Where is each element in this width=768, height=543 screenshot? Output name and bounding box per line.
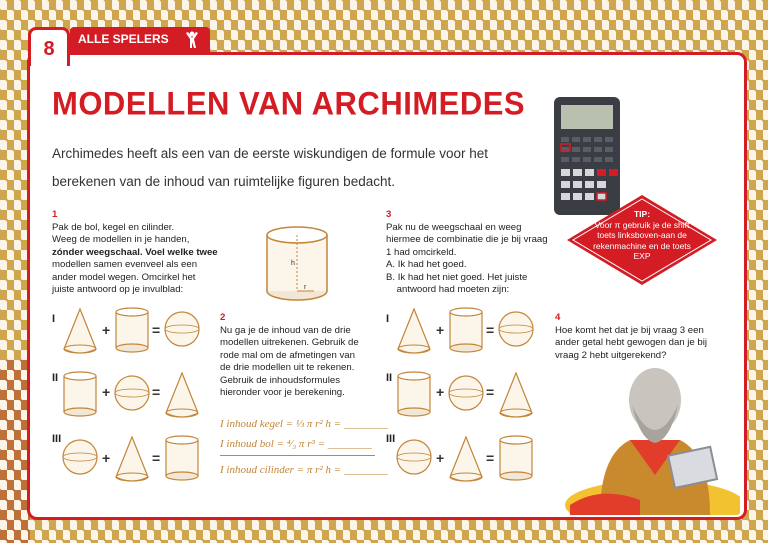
step-3-line: B. Ik had het niet goed. Het juiste xyxy=(386,271,528,283)
ball-shape xyxy=(115,376,149,410)
step-1-line: Pak de bol, kegel en cilinder. xyxy=(52,221,175,233)
svg-text:=: = xyxy=(486,450,495,466)
svg-text:=: = xyxy=(486,384,495,400)
cone-shape xyxy=(116,437,148,481)
ball-shape xyxy=(63,440,97,474)
archimedes-illustration xyxy=(560,355,740,515)
step-1-line: juiste antwoord op je invulblad: xyxy=(52,284,184,295)
cylinder-shape xyxy=(500,436,532,480)
step-3-line: antwoord had moeten zijn: xyxy=(386,284,510,295)
cone-shape xyxy=(500,373,532,417)
row-label-3: III xyxy=(52,433,62,445)
tip-callout xyxy=(567,195,717,285)
cylinder-diagram xyxy=(264,225,330,303)
row-label-1-right: I xyxy=(386,313,390,325)
svg-text:+: + xyxy=(102,384,111,400)
row-label-3-right: III xyxy=(386,433,396,445)
step-4-line: ander getal hebt gewogen dan je bij xyxy=(555,337,708,348)
step-4-number: 4 xyxy=(555,312,561,323)
ball-shape xyxy=(397,440,431,474)
radius-label: r xyxy=(304,284,307,291)
page-number: 8 xyxy=(28,27,70,66)
step-3-number: 3 xyxy=(386,209,392,220)
row-label-1: I xyxy=(52,313,56,325)
step-2 xyxy=(220,312,380,400)
cylinder-shape xyxy=(450,308,482,352)
step-2-line: Gebruik de inhoudsformules xyxy=(220,374,340,386)
svg-text:+: + xyxy=(102,322,111,338)
step-3-line: 1 had omcirkeld. xyxy=(386,246,457,258)
cylinder-shape xyxy=(166,436,198,480)
formula-cylinder: I inhoud cilinder = π r² h = ________ xyxy=(220,464,388,476)
step-4-line: Hoe komt het dat je bij vraag 3 een xyxy=(555,324,704,336)
svg-text:+: + xyxy=(102,450,111,466)
step-4-line: vraag 2 hebt uitgerekend? xyxy=(555,349,667,361)
svg-text:+: + xyxy=(436,450,445,466)
cylinder-shape xyxy=(64,372,96,416)
red-diamond-background xyxy=(0,360,30,543)
step-2-line: de drie modellen uit te rekenen. xyxy=(220,362,355,373)
tip-heading: TIP: xyxy=(633,209,651,219)
step-1 xyxy=(52,209,222,297)
step-2-line: rode mal om de afmetingen van xyxy=(220,349,355,361)
ball-shape xyxy=(165,312,199,346)
page-title: MODELLEN VAN ARCHIMEDES xyxy=(52,85,526,122)
step-1-line: ander model wegen. Omcirkel het xyxy=(52,271,196,283)
step-3 xyxy=(386,209,561,297)
category-tab xyxy=(70,27,210,52)
shape-rows-right xyxy=(394,305,544,490)
step-3-line: Pak nu de weegschaal en weeg xyxy=(386,221,522,233)
cone-shape xyxy=(398,309,430,353)
step-2-line: Nu ga je de inhoud van de drie xyxy=(220,324,351,336)
row-label-2-right: II xyxy=(386,372,393,384)
svg-text:=: = xyxy=(152,384,161,400)
svg-text:=: = xyxy=(152,450,161,466)
step-2-line: modellen uitrekenen. Gebruik de xyxy=(220,337,359,348)
tip-text: Voor π gebruik je de shift toets linksboven-aan de rekenmachine en de toets EXP xyxy=(593,219,691,261)
formula-sphere: I inhoud bol = ⁴⁄₃ π r³ = ________ xyxy=(220,438,372,450)
cone-shape xyxy=(166,373,198,417)
tab-label: ALLE SPELERS xyxy=(78,32,169,46)
shape-rows-left xyxy=(60,305,210,490)
step-2-line: hieronder voor je berekening. xyxy=(220,387,345,398)
svg-text:+: + xyxy=(436,384,445,400)
player-icon xyxy=(182,30,202,50)
row-label-2: II xyxy=(52,372,59,384)
cone-shape xyxy=(450,437,482,481)
cylinder-shape xyxy=(116,308,148,352)
ball-shape xyxy=(499,312,533,346)
ball-shape xyxy=(449,376,483,410)
cone-shape xyxy=(64,309,96,353)
svg-text:=: = xyxy=(152,322,161,338)
cylinder-shape xyxy=(398,372,430,416)
intro-text: Archimedes heeft als een van de eerste wiskundigen de formule voor het berekenen van de inhoud van ruimtelijke figuren bedacht. xyxy=(52,146,489,189)
step-3-line: A. Ik had het goed. xyxy=(386,259,467,270)
step-1-line: zónder weegschaal. Voel welke twee xyxy=(52,246,218,258)
step-3-line: hiermee de combinatie die je bij vraag xyxy=(386,234,548,245)
step-2-number: 2 xyxy=(220,312,226,323)
step-1-line: modellen samen evenveel als een xyxy=(52,259,198,270)
step-1-number: 1 xyxy=(52,209,58,220)
svg-text:=: = xyxy=(486,322,495,338)
step-1-line: Weeg de modellen in je handen, xyxy=(52,234,190,245)
formula-divider xyxy=(220,455,375,456)
height-label: h xyxy=(291,260,295,267)
formula-cone: I inhoud kegel = ⅓ π r² h = ________ xyxy=(220,418,388,430)
svg-text:+: + xyxy=(436,322,445,338)
